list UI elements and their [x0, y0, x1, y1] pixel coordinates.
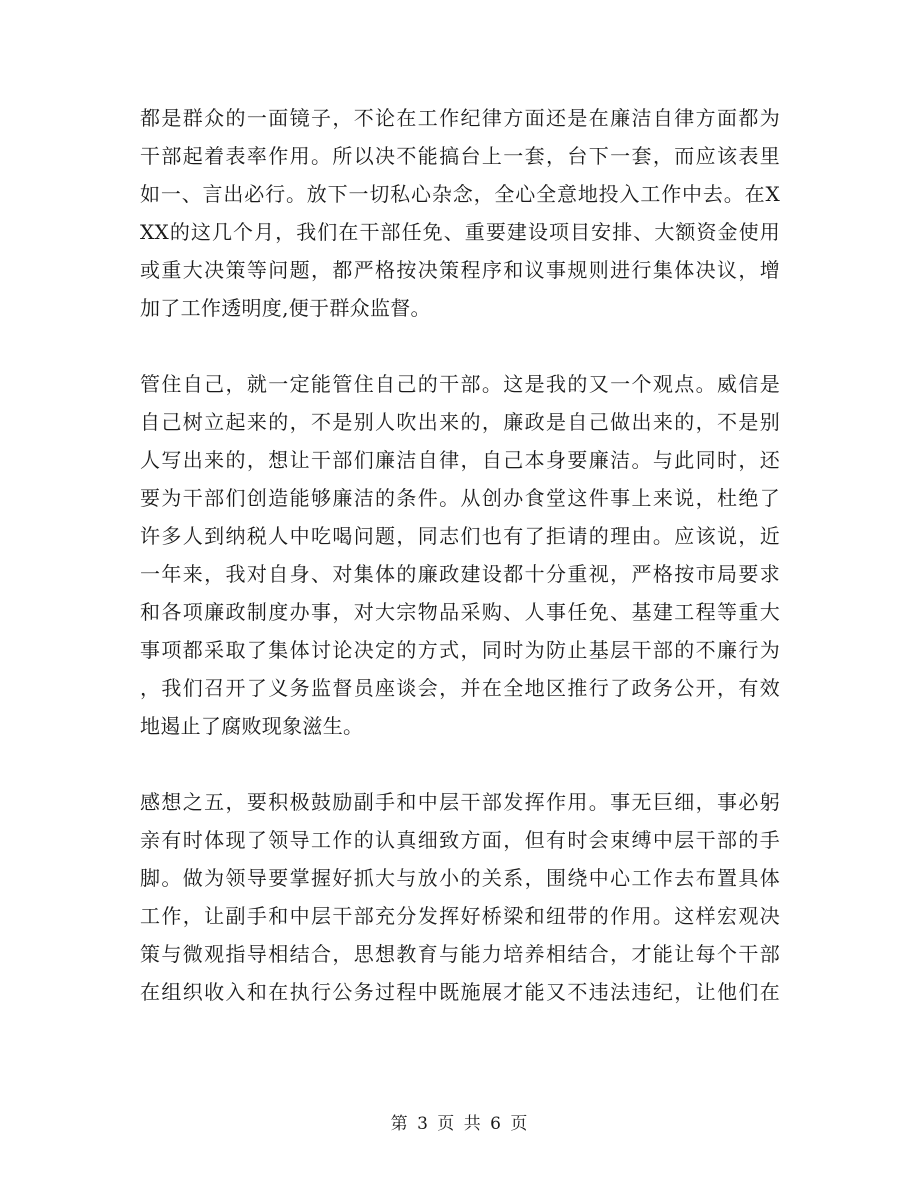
text-line: 都是群众的一面镜子，不论在工作纪律方面还是在廉洁自律方面都为 — [140, 106, 780, 130]
text-line: 管住自己，就一定能管住自己的干部。这是我的又一个观点。威信是 — [140, 372, 780, 396]
text-line: 或重大决策等问题，都严格按决策程序和议事规则进行集体决议，增 — [140, 258, 780, 282]
paragraph-2 — [140, 365, 780, 745]
paragraph-3 — [140, 783, 780, 1011]
paragraph-1 — [140, 99, 780, 327]
document-body — [140, 99, 780, 1011]
text-line: 要为干部们创造能够廉洁的条件。从创办食堂这件事上来说，杜绝了 — [140, 486, 780, 510]
text-line: 人写出来的，想让干部们廉洁自律，自己本身要廉洁。与此同时，还 — [140, 448, 780, 472]
text-line: 如一、言出必行。放下一切私心杂念，全心全意地投入工作中去。在X — [140, 182, 780, 206]
text-line: 干部起着表率作用。所以决不能搞台上一套，台下一套，而应该表里 — [140, 144, 780, 168]
text-line: 加了工作透明度,便于群众监督。 — [140, 296, 431, 320]
text-line: 一年来，我对自身、对集体的廉政建设都十分重视，严格按市局要求 — [140, 562, 780, 586]
text-line: 自己树立起来的，不是别人吹出来的，廉政是自己做出来的，不是别 — [140, 410, 780, 434]
text-line: 策与微观指导相结合，思想教育与能力培养相结合，才能让每个干部 — [140, 942, 780, 966]
page-footer: 第 3 页 共 6 页 — [390, 1114, 530, 1134]
text-line: 事项都采取了集体讨论决定的方式，同时为防止基层干部的不廉行为 — [140, 638, 780, 662]
text-line: 脚。做为领导要掌握好抓大与放小的关系，围绕中心工作去布置具体 — [140, 866, 780, 890]
text-line: ，我们召开了义务监督员座谈会，并在全地区推行了政务公开，有效 — [140, 676, 780, 700]
paragraph-spacer — [140, 327, 780, 365]
text-line: XX的这几个月，我们在干部任免、重要建设项目安排、大额资金使用 — [140, 220, 780, 244]
text-line: 亲有时体现了领导工作的认真细致方面，但有时会束缚中层干部的手 — [140, 828, 780, 852]
text-line: 地遏止了腐败现象滋生。 — [140, 714, 364, 738]
text-line: 许多人到纳税人中吃喝问题，同志们也有了拒请的理由。应该说，近 — [140, 524, 780, 548]
text-line: 感想之五，要积极鼓励副手和中层干部发挥作用。事无巨细，事必躬 — [140, 790, 780, 814]
text-line: 和各项廉政制度办事，对大宗物品采购、人事任免、基建工程等重大 — [140, 600, 780, 624]
text-line: 工作，让副手和中层干部充分发挥好桥梁和纽带的作用。这样宏观决 — [140, 904, 780, 928]
text-line: 在组织收入和在执行公务过程中既施展才能又不违法违纪，让他们在 — [140, 980, 780, 1004]
paragraph-spacer — [140, 745, 780, 783]
